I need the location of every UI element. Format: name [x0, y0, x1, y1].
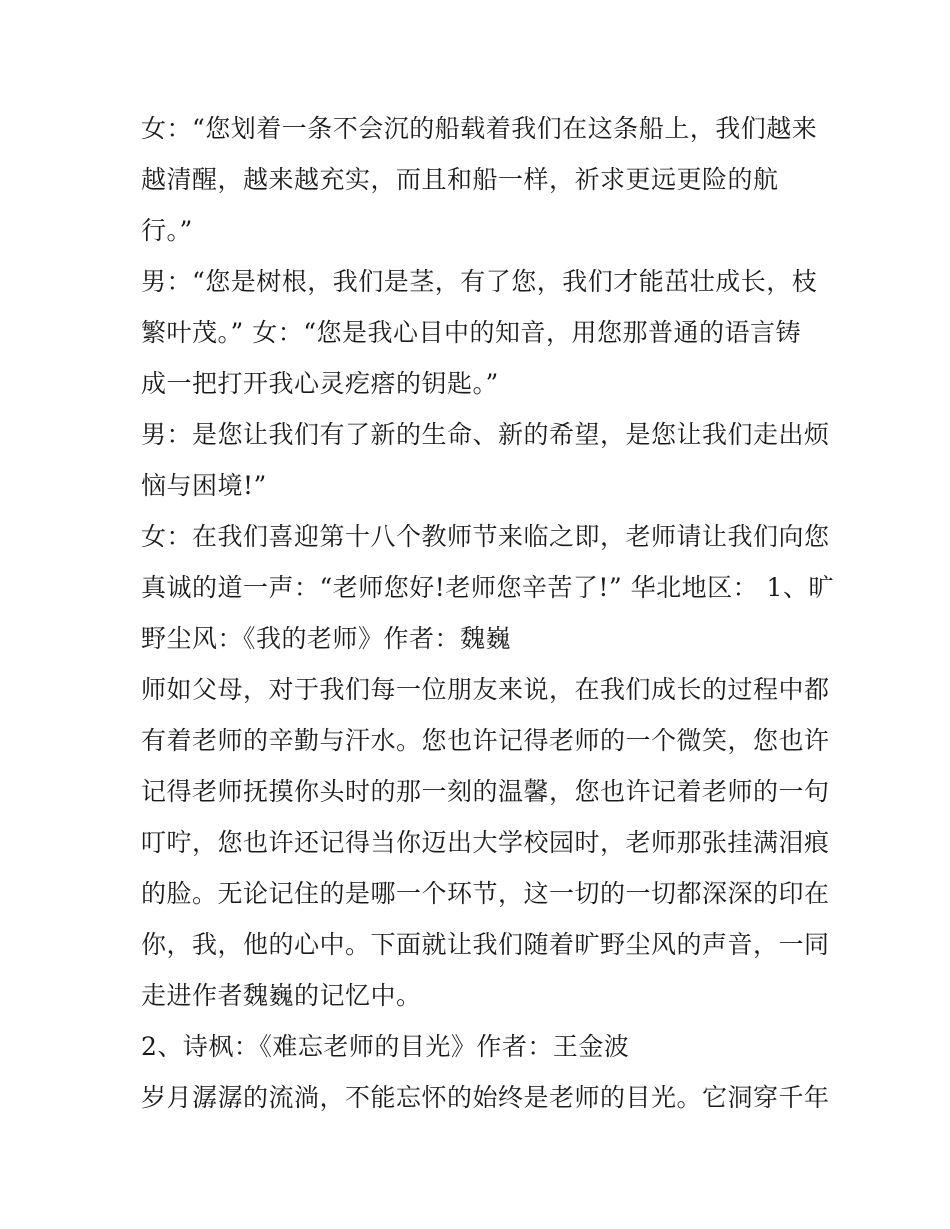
- text-line: 恼与困境!”: [141, 471, 267, 500]
- text-line: 岁月潺潺的流淌，不能忘怀的始终是老师的目光。它洞穿千年: [141, 1083, 830, 1112]
- text-line: 男：“您是树根，我们是茎，有了您，我们才能茁壮成长，枝: [141, 267, 818, 296]
- text-line: 野尘风：《我的老师》作者：魏巍: [141, 624, 512, 653]
- text-line: 的脸。无论记住的是哪一个环节，这一切的一切都深深的印在: [141, 879, 830, 908]
- text-line: 女：在我们喜迎第十八个教师节来临之即，老师请让我们向您: [141, 522, 830, 551]
- text-line: 走进作者魏巍的记忆中。: [141, 981, 422, 1010]
- text-line: 有着老师的辛勤与汗水。您也许记得老师的一个微笑，您也许: [141, 726, 830, 755]
- text-line: 你，我，他的心中。下面就让我们随着旷野尘风的声音，一同: [141, 930, 830, 959]
- text-line: 男：是您让我们有了新的生命、新的希望，是您让我们走出烦: [141, 420, 830, 449]
- text-line: 记得老师抚摸你头时的那一刻的温馨，您也许记着老师的一句: [141, 777, 830, 806]
- text-line: 叮咛，您也许还记得当你迈出大学校园时，老师那张挂满泪痕: [141, 828, 830, 857]
- text-line: 女：“您划着一条不会沉的船载着我们在这条船上，我们越来: [141, 114, 818, 143]
- document-body: [141, 103, 834, 1123]
- text-line: 师如父母，对于我们每一位朋友来说，在我们成长的过程中都: [141, 675, 830, 704]
- text-line: 行。”: [141, 216, 193, 245]
- text-line: 成一把打开我心灵疙瘩的钥匙。”: [141, 369, 499, 398]
- text-line: 越清醒，越来越充实，而且和船一样，祈求更远更险的航: [141, 165, 779, 194]
- text-line: 繁叶茂。” 女：“您是我心目中的知音，用您那普通的语言铸: [141, 318, 802, 347]
- text-line: 真诚的道一声：“老师您好!老师您辛苦了!” 华北地区： 1、旷: [141, 573, 834, 602]
- text-line: 2、诗枫：《难忘老师的目光》作者：王金波: [141, 1032, 630, 1061]
